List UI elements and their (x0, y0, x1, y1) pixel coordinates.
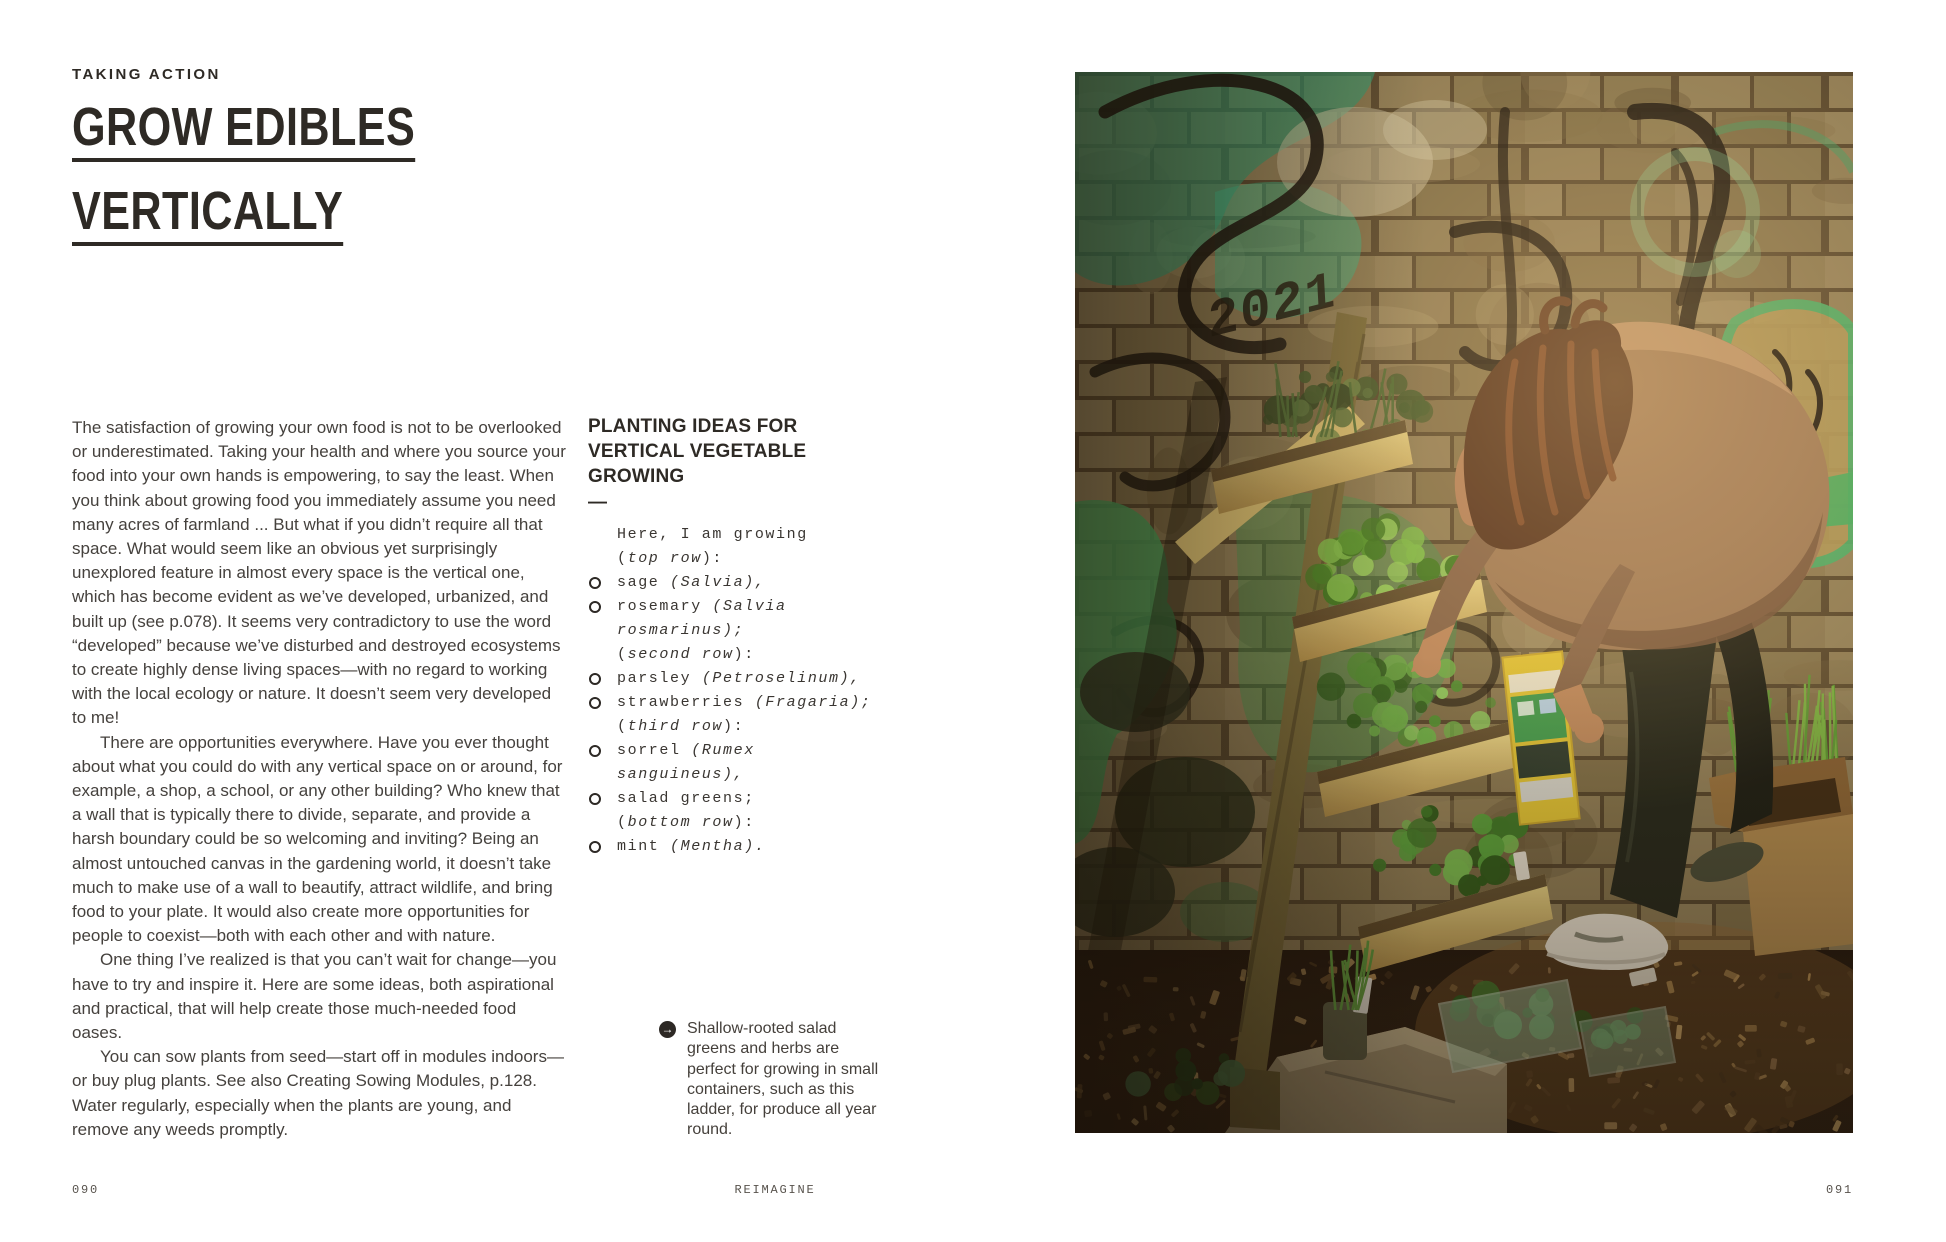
planting-list-line: (top row): (617, 550, 724, 567)
page-title (72, 97, 501, 188)
planting-list-item: strawberries (Fragaria); (588, 691, 880, 715)
circle-bullet-icon (589, 673, 601, 685)
planting-list-item: salad greens; (588, 787, 880, 811)
photo-caption (659, 1019, 881, 1141)
photo-illustration (1075, 72, 1853, 1133)
lighting-overlays (1075, 72, 1853, 1133)
planting-list-item: parsley (Petroselinum), (588, 667, 880, 691)
circle-bullet-icon (589, 793, 601, 805)
caption-text: Shallow-rooted salad greens and herbs are perfect for growing in small containers, such as this ladder, for produce all year round. (687, 1020, 879, 1139)
body-text (72, 416, 568, 1142)
planting-list-line: (third row): (617, 718, 745, 735)
sidebar-heading (588, 414, 880, 489)
arrow-right-circle-icon: → (659, 1021, 676, 1038)
eyebrow: TAKING ACTION (72, 66, 221, 83)
folio-left: 090 (72, 1183, 100, 1197)
planting-list-item: sorrel (Rumex sanguineus), (588, 739, 880, 787)
body-paragraph-2: There are opportunities everywhere. Have you ever thought about what you could do with any vertical space on or around, for example, a shop, a school, or any other building? Who knew that a wall that is typically there to divide, separate, and provide a harsh boundary could be so welcoming and inviting? Being an almost untouched canvas in the gardening world, it doesn’t take much to make use of a wall to beautify, attract wildlife, and bring food to your plate. It would also create more opportunities for people to coexist—both with each other and with nature. (72, 732, 563, 946)
circle-bullet-icon (589, 601, 601, 613)
planting-list-line: (bottom row): (617, 814, 755, 831)
body-paragraph-1: The satisfaction of growing your own food is not to be overlooked or underestimated. Taking your health and where you source your food into your own hands is empowering, to say the least. When you think about growing food you immediately assume you need many acres of farmland ... But what if you didn’t require all that space. What would seem like an obvious yet surprisingly unexplored feature in almost every space is the vertical one, which has become evident as we’ve developed, urbanized, and built up (see p.078). It seems very contradictory to use the word “developed” because we’ve disturbed and destroyed ecosystems to create highly dense living spaces—with no regard to working with the local ecology or nature. It doesn’t seem very developed to me! (72, 418, 566, 728)
title-line-1: GROW EDIBLES (72, 104, 415, 162)
sidebar-heading-line-1: PLANTING IDEAS FOR (588, 416, 798, 437)
body-paragraph-4: You can sow plants from seed—start off in modules indoors—or buy plug plants. See also Creating Sowing Modules, p.128. Water regularly, especially when the plants are young, and remove any weeds promptly. (72, 1047, 564, 1139)
planting-list-item: mint (Mentha). (588, 835, 880, 859)
sidebar-heading-line-3: GROWING (588, 466, 685, 487)
circle-bullet-icon (589, 697, 601, 709)
title-line-2: VERTICALLY (72, 188, 343, 246)
sidebar-list (588, 523, 880, 859)
circle-bullet-icon (589, 841, 601, 853)
planting-list-item: sage (Salvia), (588, 571, 880, 595)
planting-list-item: rosemary (Salvia (588, 595, 880, 619)
photo (1075, 72, 1853, 1133)
folio-center: REIMAGINE (734, 1183, 816, 1197)
circle-bullet-icon (589, 745, 601, 757)
sidebar-dash: — (588, 492, 607, 513)
folio-right: 091 (1825, 1183, 1853, 1197)
planting-sidebar (588, 414, 880, 859)
sidebar-heading-line-2: VERTICAL VEGETABLE (588, 441, 807, 462)
planting-list-line: (second row): (617, 646, 755, 663)
article-header (72, 66, 501, 272)
body-paragraph-3: One thing I’ve realized is that you can’t wait for change—you have to try and inspire it. Here are some ideas, both aspirational and practical, that will help create those much-needed food oases. (72, 950, 557, 1043)
circle-bullet-icon (589, 577, 601, 589)
planting-list-line: Here, I am growing (617, 526, 808, 543)
planting-list-line: rosmarinus); (617, 622, 745, 639)
